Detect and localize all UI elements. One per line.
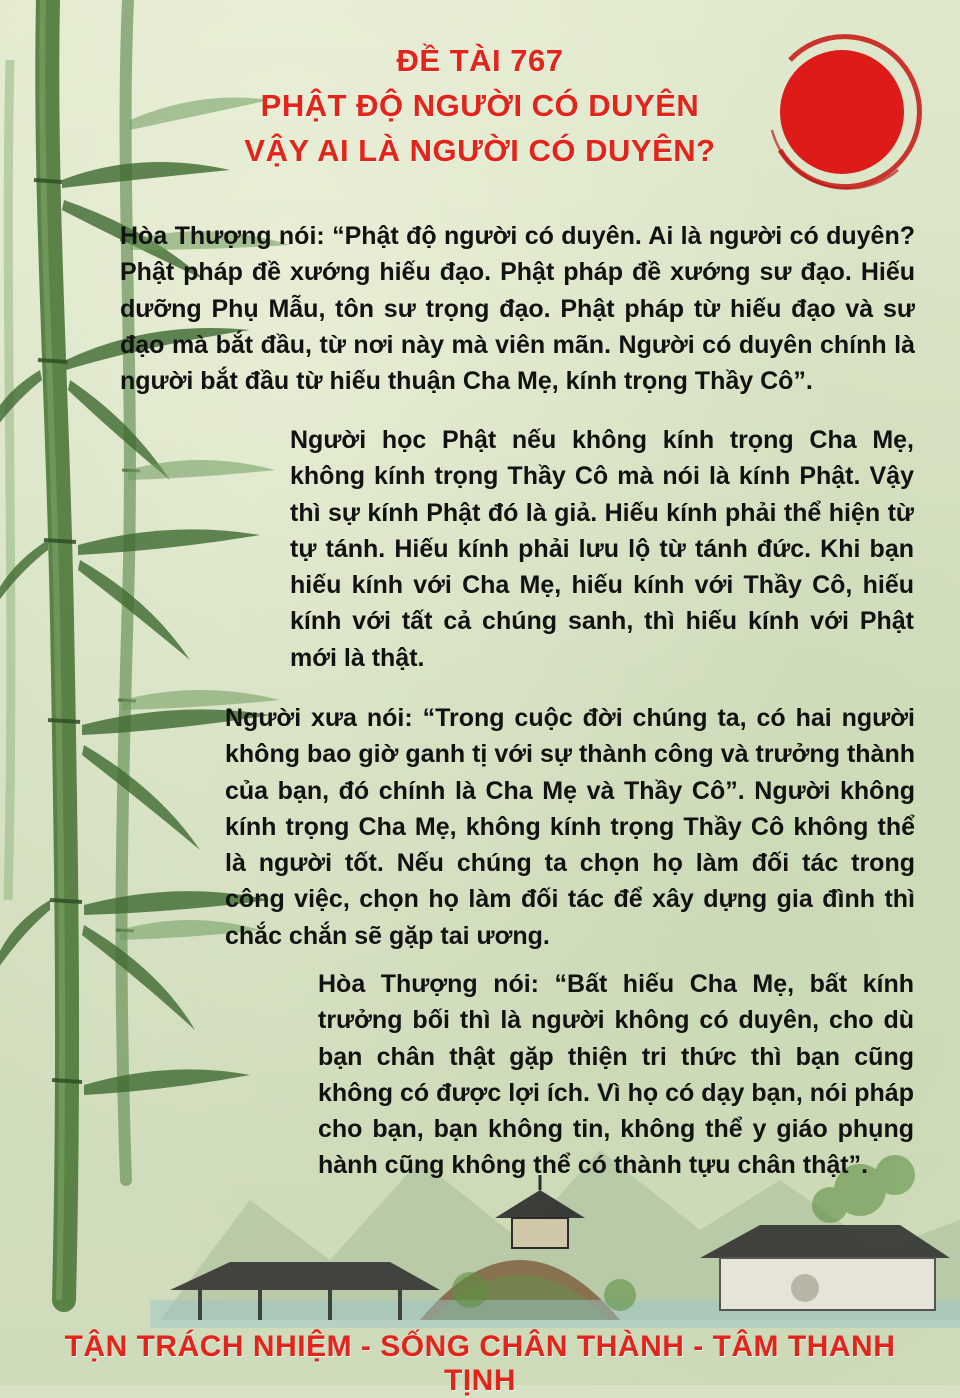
title-block <box>230 38 730 173</box>
paragraph-1: Hòa Thượng nói: “Phật độ người có duyên. Ai là người có duyên? Phật pháp đề xướng hiếu đạo. Phật pháp đề xướng sư đạo. Hiếu dưỡng Phụ Mẫu, tôn sư trọng đạo. Phật pháp từ hiếu đạo và sư đạo mà bắt đầu, từ nơi này mà viên mãn. Người có duyên chính là người bắt đầu từ hiếu thuận Cha Mẹ, kính trọng Thầy Cô”. <box>120 222 915 396</box>
subtitle-question: VẬY AI LÀ NGƯỜI CÓ DUYÊN? <box>244 133 716 168</box>
paragraph-3: Người xưa nói: “Trong cuộc đời chúng ta, có hai người không bao giờ ganh tị với sự thành công và trưởng thành của bạn, đó chính là Cha Mẹ và Thầy Cô”. Người không kính trọng Cha Mẹ, không kính trọng Thầy Cô không thể là người tốt. Nếu chúng ta chọn họ làm đối tác trong công việc, chọn họ làm đối tác để xây dựng gia đình thì chắc chắn sẽ gặp tai ương. <box>225 704 915 950</box>
main-title: PHẬT ĐỘ NGƯỜI CÓ DUYÊN <box>260 88 700 123</box>
topic-number-title: ĐỀ TÀI 767 <box>396 43 564 78</box>
red-sun-icon <box>772 37 919 189</box>
paragraph-2: Người học Phật nếu không kính trọng Cha Mẹ, không kính trọng Thầy Cô mà nói là kính Phật. Vậy thì sự kính Phật đó là giả. Hiếu kính phải thể hiện từ tự tánh. Hiếu kính phải lưu lộ từ tánh đức. Khi bạn hiếu kính với Cha Mẹ, hiếu kính với Thầy Cô, hiếu kính với tất cả chúng sanh, thì hiếu kính với Phật mới là thật. <box>290 426 914 672</box>
footer-slogan: TẬN TRÁCH NHIỆM - SỐNG CHÂN THÀNH - TÂM THANH TỊNH <box>64 1330 896 1397</box>
bamboo-illustration <box>0 0 290 1300</box>
paragraph-4: Hòa Thượng nói: “Bất hiếu Cha Mẹ, bất kính trưởng bối thì là người không có duyên, cho dù bạn chân thật gặp thiện tri thức thì bạn cũng không có được lợi ích. Vì họ có dạy bạn, nói pháp cho bạn, bạn không tin, không thể y giáo phụng hành cũng không thể có thành tựu chân thật”. <box>318 970 914 1180</box>
